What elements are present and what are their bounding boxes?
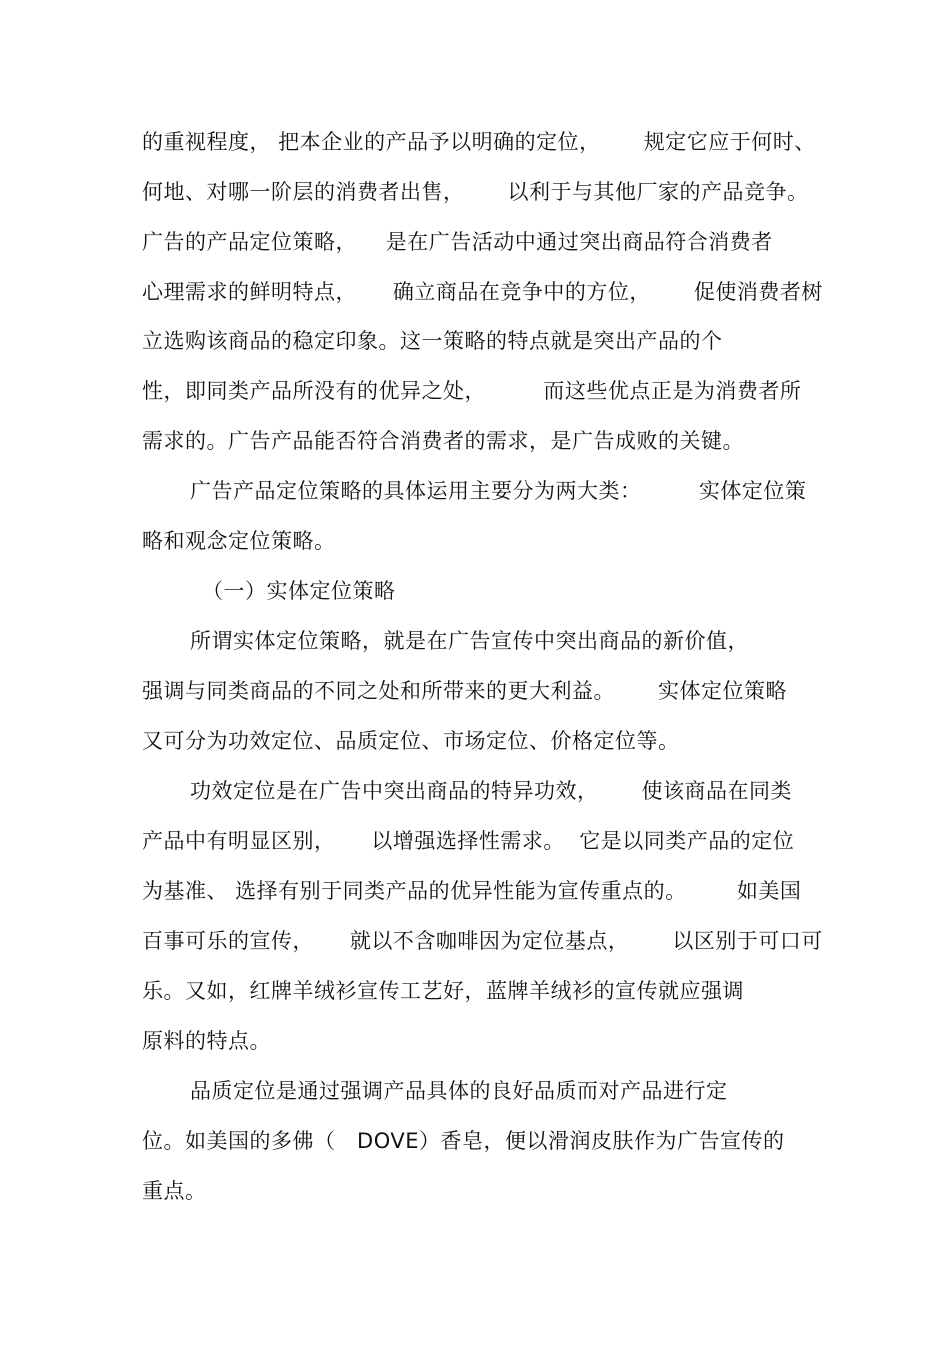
text-line: 性，即同类产品所没有的优异之处， 而这些优点正是为消费者所 [142,379,802,403]
text-line: 强调与同类商品的不同之处和所带来的更大利益。 实体定位策略 [142,679,788,703]
text-line: 心理需求的鲜明特点， 确立商品在竞争中的方位， 促使消费者树 [142,280,823,304]
text-line: 重点。 [142,1179,207,1203]
text-line: 又可分为功效定位、品质定位、市场定位、价格定位等。 [142,729,680,753]
paragraph-first-line: 广告产品定位策略的具体运用主要分为两大类： 实体定位策 [190,479,807,503]
text-line: 产品中有明显区别， 以增强选择性需求。 它是以同类产品的定位 [142,829,795,853]
text-line: 乐。又如，红牌羊绒衫宣传工艺好，蓝牌羊绒衫的宣传就应强调 [142,979,744,1003]
text-line: 略和观念定位策略。 [142,529,336,553]
text-line: 百事可乐的宣传， 就以不含咖啡因为定位基点， 以区别于可口可 [142,929,823,953]
text-line: 何地、对哪一阶层的消费者出售， 以利于与其他厂家的产品竞争。 [142,180,809,204]
text-line: 为基准、 选择有别于同类产品的优异性能为宣传重点的。 如美国 [142,879,802,903]
text-line: 原料的特点。 [142,1029,271,1053]
text-line: 位。如美国的多佛（ DOVE）香皂，便以滑润皮肤作为广告宣传的 [142,1129,785,1153]
paragraph-first-line: 功效定位是在广告中突出商品的特异功效， 使该商品在同类 [190,779,793,803]
section-heading: （一）实体定位策略 [202,579,396,603]
paragraph-first-line: 品质定位是通过强调产品具体的良好品质而对产品进行定 [190,1079,728,1103]
paragraph-first-line: 所谓实体定位策略，就是在广告宣传中突出商品的新价值， [190,629,749,653]
text-line: 立选购该商品的稳定印象。这一策略的特点就是突出产品的个 [142,329,723,353]
text-line: 需求的。广告产品能否符合消费者的需求，是广告成败的关键。 [142,429,744,453]
text-line: 广告的产品定位策略， 是在广告活动中通过突出商品符合消费者 [142,230,773,254]
text-line: 的重视程度， 把本企业的产品予以明确的定位， 规定它应于何时、 [142,130,816,154]
